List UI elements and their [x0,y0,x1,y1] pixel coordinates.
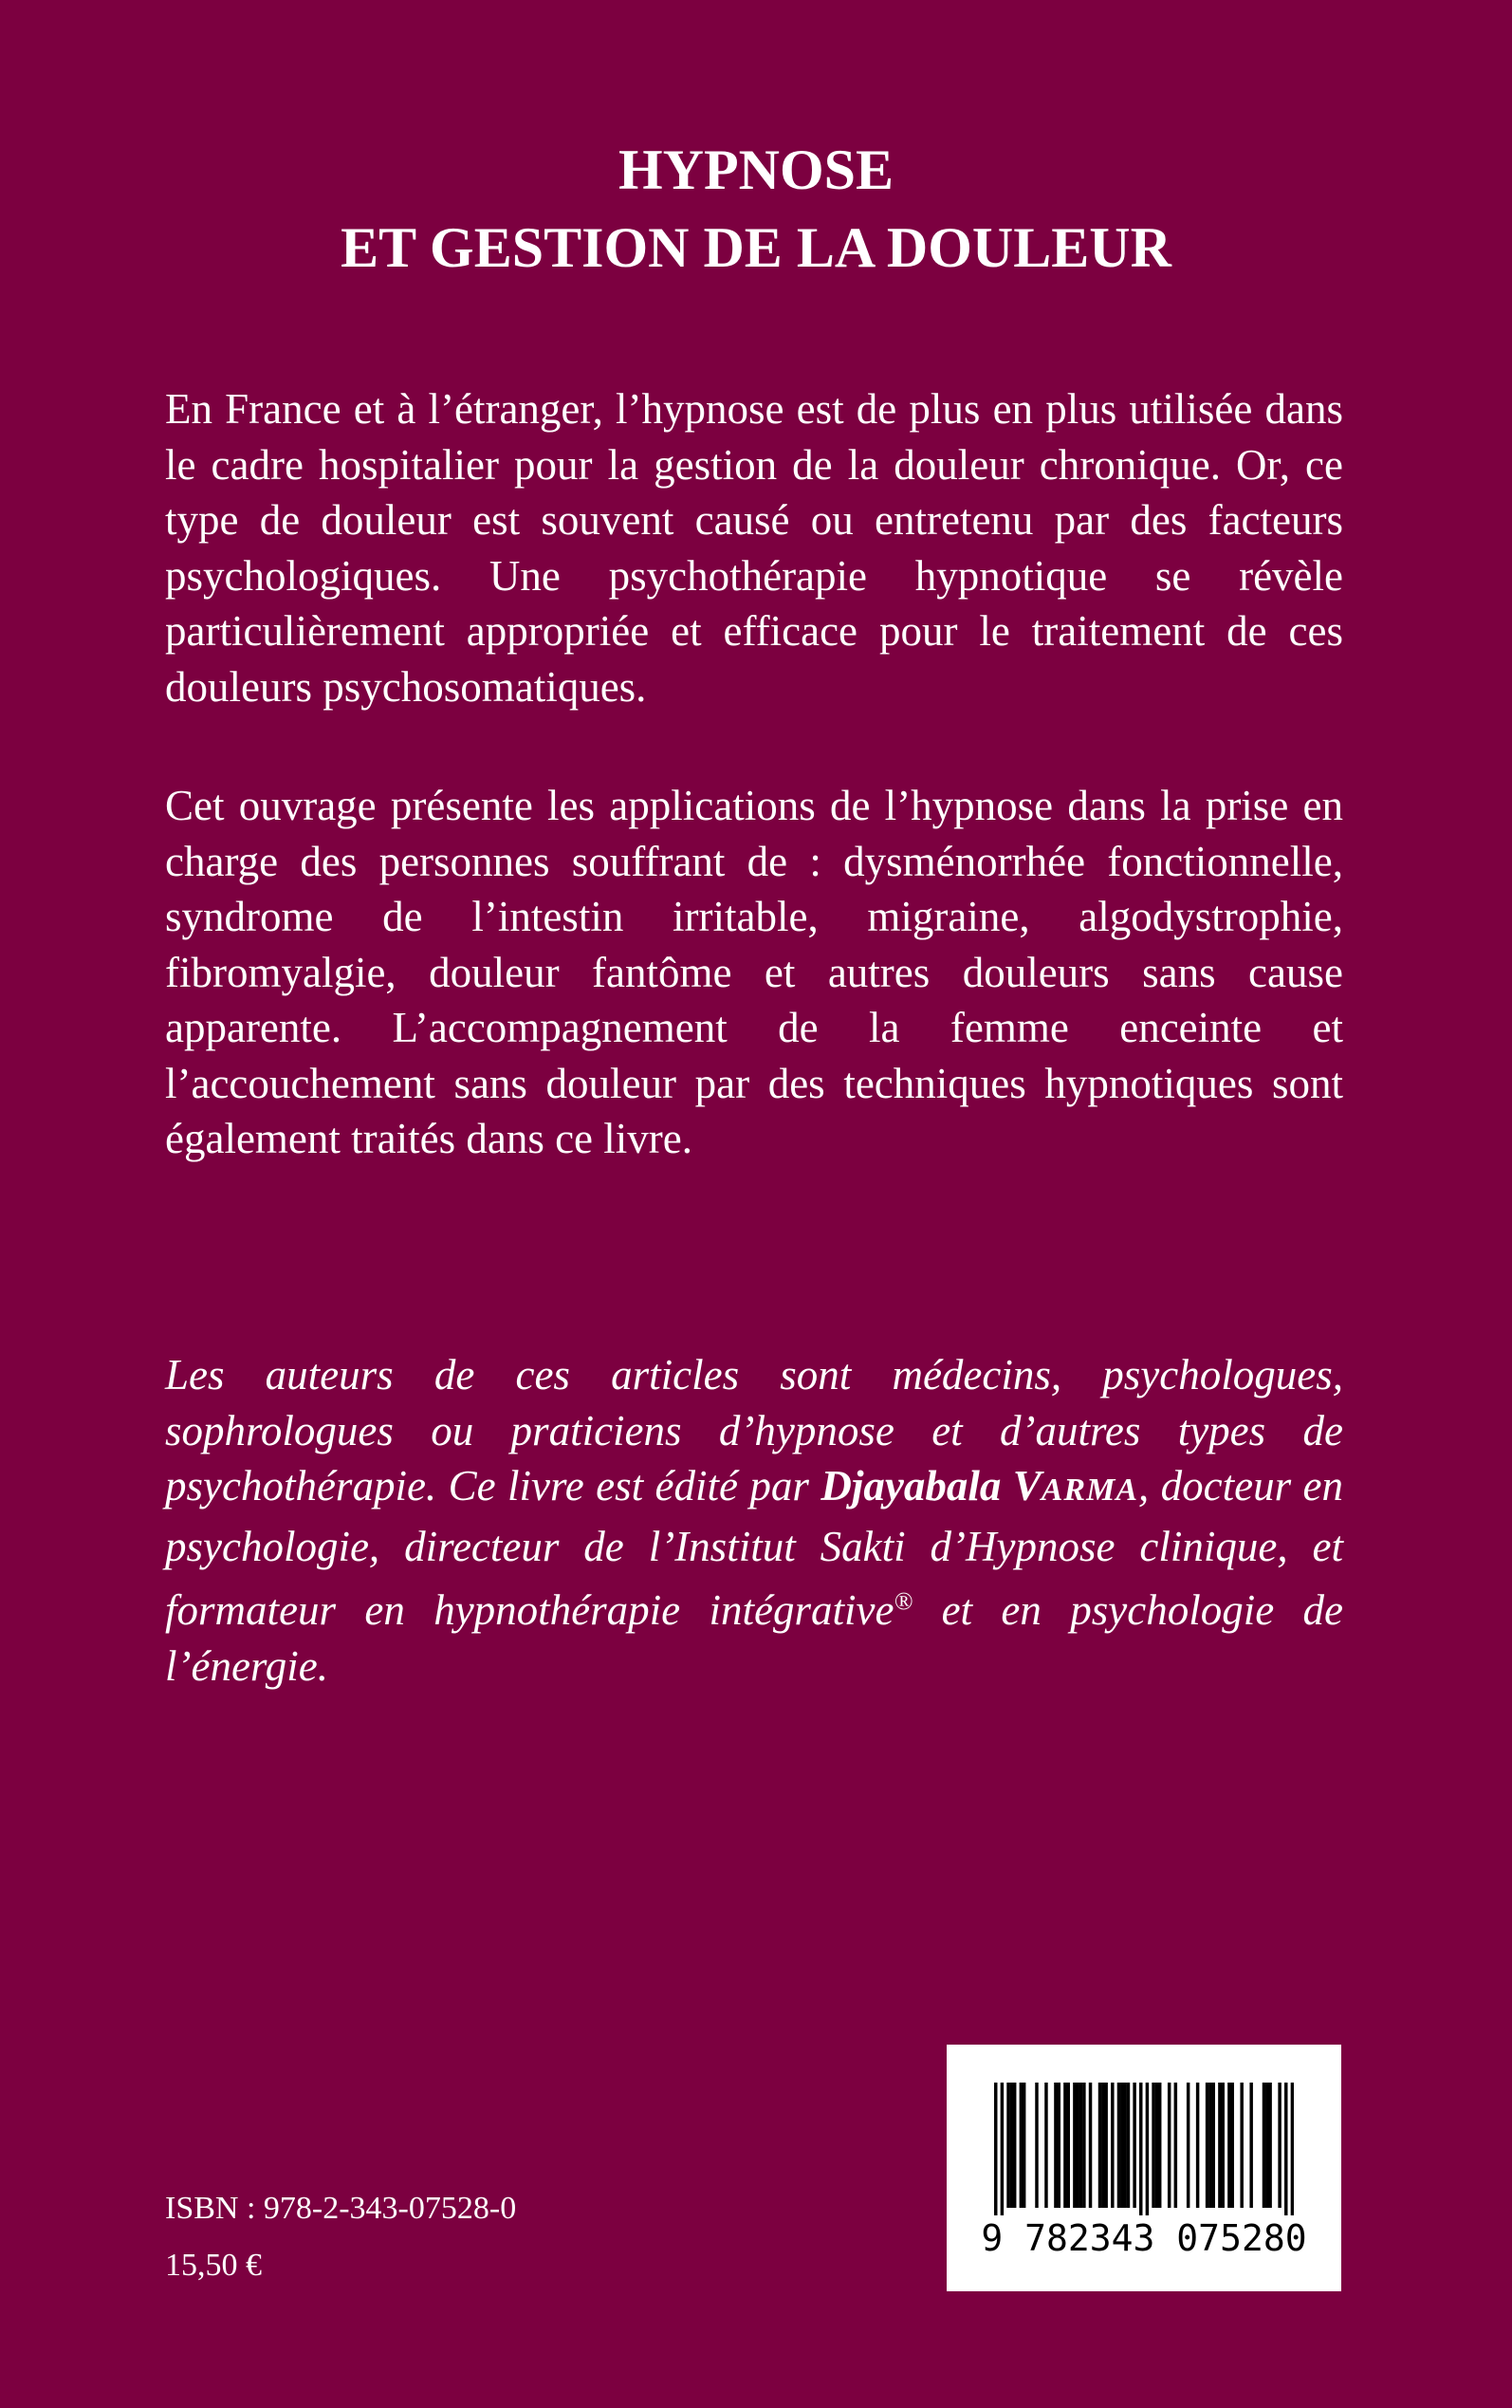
barcode-bar [1127,2083,1130,2208]
description-paragraph-1: En France et à l’étranger, l’hypnose est de plus en plus utilisée dans le cadre hospitalier pour la gestion de la douleur chronique. Or, ce type de douleur est souvent causé ou entretenu par des facteurs psychologiques. Une psychothérapie hypnotique se révèle particulièrement appropriée et efficace pour le traitement de ces douleurs psychosomatiques. [165,385,1343,711]
barcode-bar [1155,2083,1158,2208]
barcode-bar [1268,2083,1271,2208]
editor-first-name: Djayabala [821,1462,1013,1510]
barcode-icon [994,2083,1294,2215]
barcode-bar [1278,2083,1281,2208]
barcode-bar [994,2083,997,2215]
barcode-bar [1174,2083,1177,2208]
barcode-bar [1249,2083,1252,2208]
barcode-bar [1123,2083,1126,2208]
barcode-bar [1001,2083,1004,2215]
barcode-bar [1023,2083,1025,2208]
isbn-text: ISBN : 978-2-343-07528-0 [165,2191,517,2226]
authors-paragraph [165,1347,1343,1694]
barcode-bar [1035,2083,1038,2208]
barcode-bar [1218,2083,1221,2208]
barcode-bar [1058,2083,1060,2208]
barcode-bar [1063,2083,1066,2208]
barcode-bar [1291,2083,1294,2215]
barcode-bar [1227,2083,1230,2208]
barcode-bar [1158,2083,1161,2208]
barcode-bar [1168,2083,1171,2208]
barcode-bar [1133,2083,1135,2208]
barcode-box [947,2045,1341,2291]
barcode-bar [1006,2083,1009,2208]
price-text: 15,50 € [165,2248,262,2283]
barcode-bar [1152,2083,1154,2208]
description-paragraph-2: Cet ouvrage présente les applications de l’hypnose dans la prise en charge des personnes souffrant de : dysménorrhée fonctionnelle, syndrome de l’intestin irritable, migraine, algodystrophie, fibromyalgie, douleur fantôme et autres douleurs sans cause apparente. L’accompagnement de la femme enceinte et l’accouchement sans douleur par des techniques hypnotiques sont également traités dans ce livre. [165,782,1343,1162]
barcode-bar [1263,2083,1265,2208]
barcode-bar [1146,2083,1149,2215]
barcode-bar [1073,2083,1076,2208]
barcode-bar [1079,2083,1082,2208]
barcode-bar [1221,2083,1224,2208]
barcode-bar [1089,2083,1092,2208]
title-line-2: ET GESTION DE LA DOULEUR [341,216,1171,279]
authors-text-start: Les auteurs de ces articles sont médecins, psychologues, sophrologues ou praticiens d’hypnose et d’autres types de psychothérapie. Ce livre est édité par [165,1351,1343,1510]
barcode-bar [1284,2083,1287,2215]
barcode-bar [1104,2083,1107,2208]
barcode-bar [1120,2083,1123,2208]
barcode-bar [1076,2083,1079,2208]
barcode-bar [1101,2083,1104,2208]
registered-mark: ® [894,1587,913,1615]
barcode-bar [1013,2083,1016,2208]
authors-text-middle: , docteur en psychologie, directeur de l’Institut Sakti d’Hypnose clinique, et formateur en hypnothérapie intégrative [165,1462,1344,1634]
barcode-bar [1196,2083,1199,2208]
authors-text-end: et en psychologie de l’énergie. [165,1586,1343,1690]
barcode-bar [1240,2083,1243,2208]
barcode-bar [1208,2083,1211,2208]
barcode-bar [1206,2083,1208,2208]
barcode-bar [1139,2083,1142,2215]
barcode-bar [1010,2083,1013,2208]
editor-last-rest: ARMA [1041,1473,1139,1508]
barcode-bar [1111,2083,1114,2208]
barcode-bar [1054,2083,1057,2208]
title-line-1: HYPNOSE [618,139,894,201]
barcode-bar [1044,2083,1047,2208]
barcode-bar [1187,2083,1189,2208]
barcode-bar [1082,2083,1085,2208]
barcode-bar [1098,2083,1101,2208]
barcode-bar [1265,2083,1268,2208]
barcode-bar [1020,2083,1023,2208]
barcode-digits: 9 782343 075280 [981,2217,1307,2259]
barcode-bar [1117,2083,1120,2208]
barcode-bar [1230,2083,1233,2208]
editor-last-initial: V [1012,1462,1042,1510]
barcode-bar [1212,2083,1215,2208]
barcode-bar [1067,2083,1070,2208]
